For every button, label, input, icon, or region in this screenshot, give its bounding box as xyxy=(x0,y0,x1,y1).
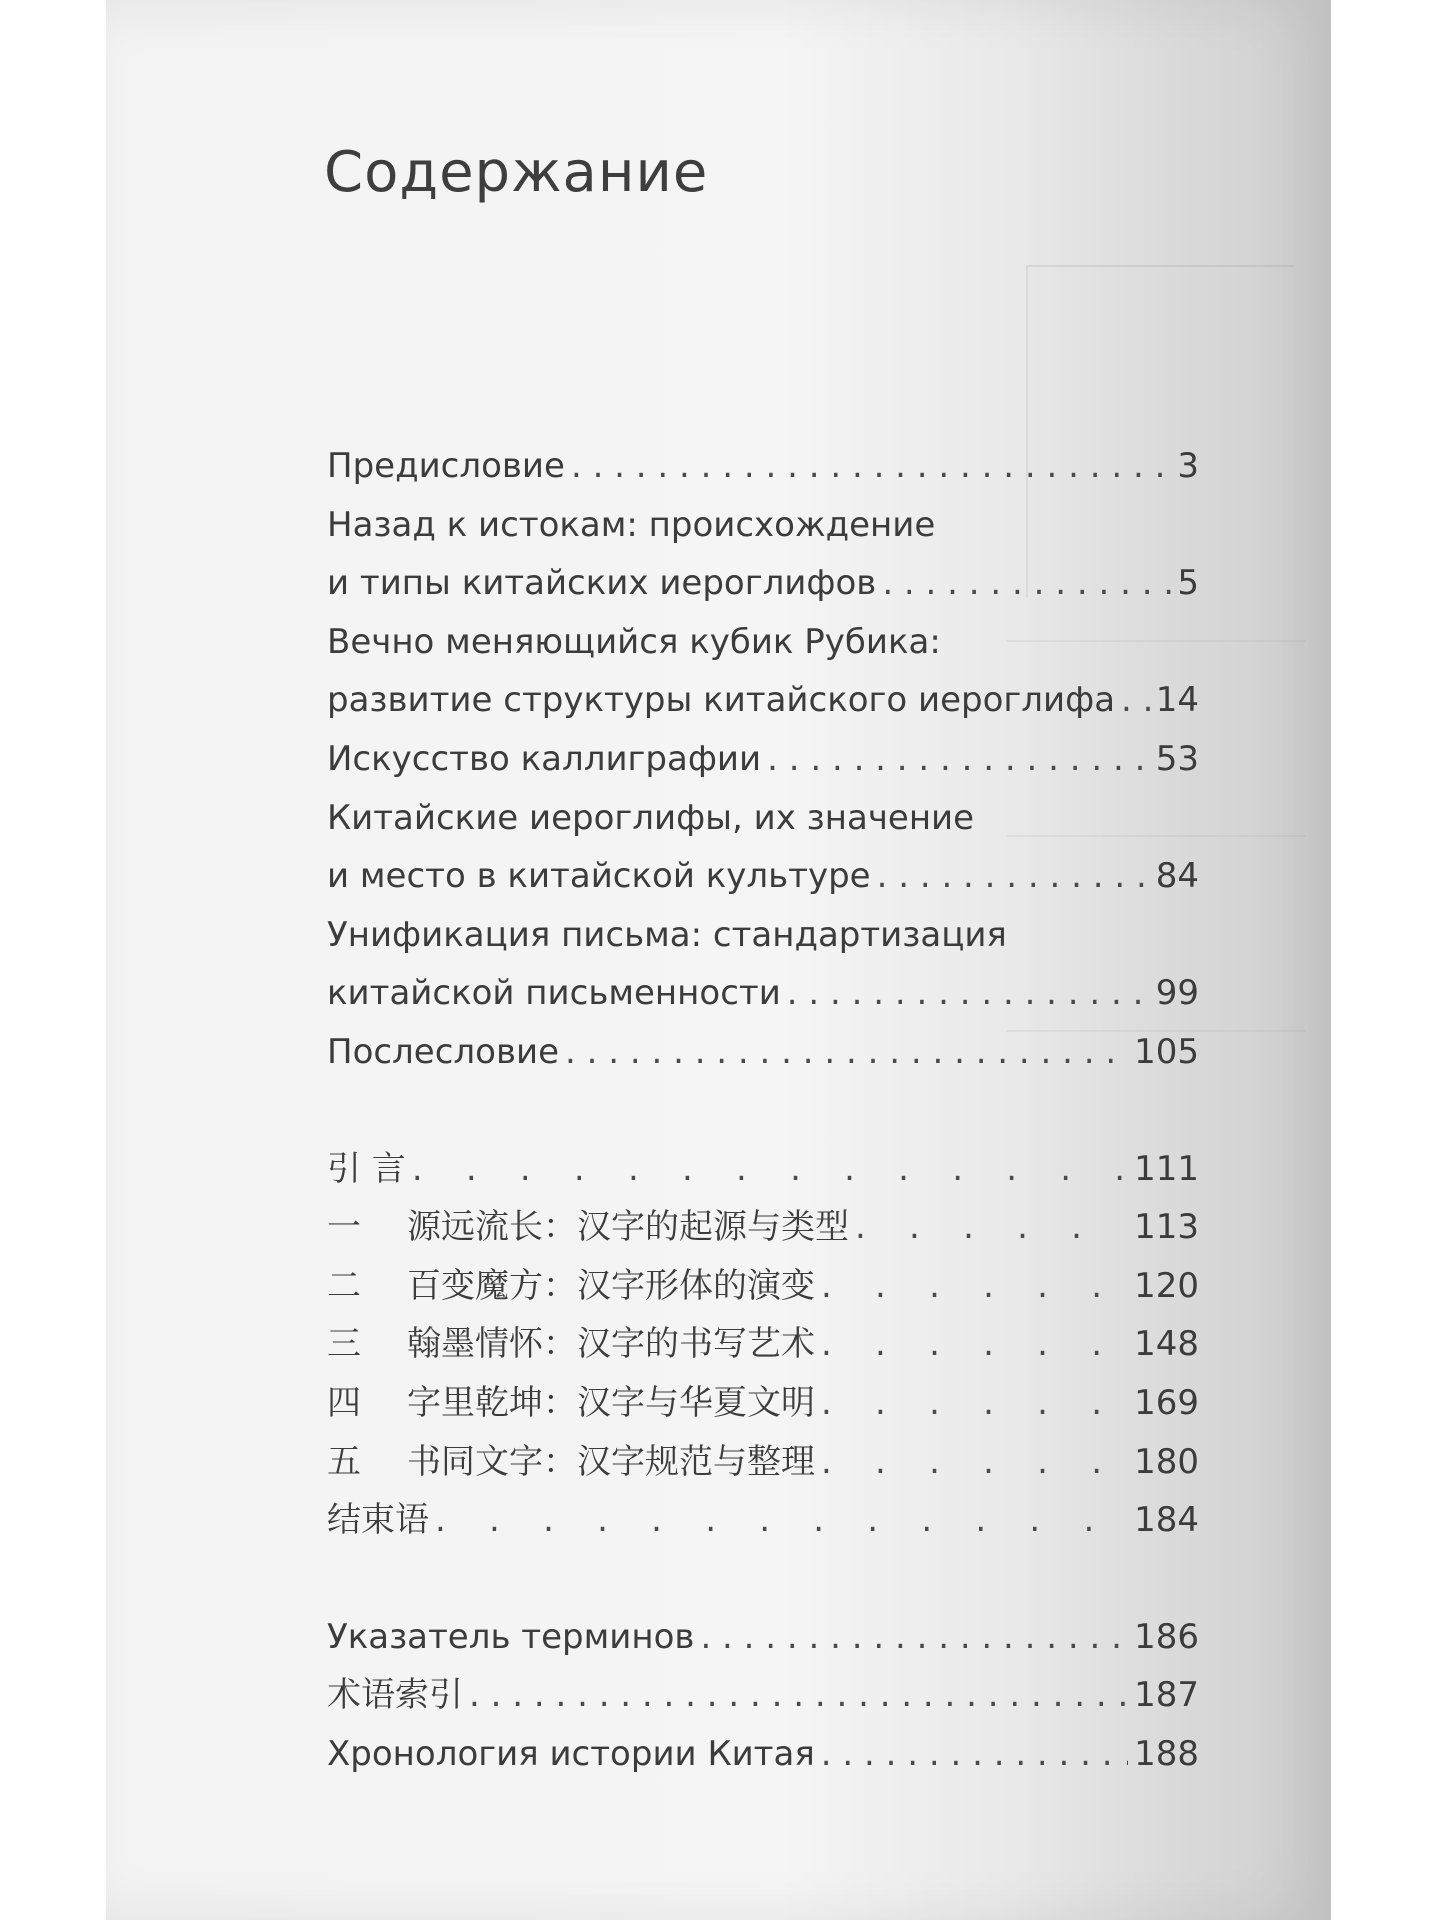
leader-dots xyxy=(882,554,1171,613)
toc-entry-page: 84 xyxy=(1155,856,1199,897)
toc-section-index xyxy=(327,1608,1199,1784)
toc-entry-page: 120 xyxy=(1134,1265,1199,1306)
toc-entry-page: 14 xyxy=(1155,680,1199,721)
toc-entry-page: 187 xyxy=(1134,1675,1199,1716)
chapter-number: 二 xyxy=(327,1265,361,1306)
toc-entry-page: 5 xyxy=(1177,563,1199,604)
toc-entry-page: 3 xyxy=(1177,446,1199,486)
toc-entry[interactable] xyxy=(327,1140,1199,1199)
toc-entry[interactable] xyxy=(327,964,1199,1023)
leader-dots xyxy=(700,1608,1128,1667)
leader-dots xyxy=(877,847,1150,906)
toc-entry[interactable] xyxy=(327,1666,1199,1725)
section-spacer xyxy=(327,1082,1199,1140)
toc-entry-title: и типы китайских иероглифов xyxy=(327,563,877,604)
toc-entry-page: 53 xyxy=(1155,738,1199,779)
toc-entry[interactable] xyxy=(327,1198,1199,1257)
toc-entry[interactable] xyxy=(327,1023,1199,1082)
toc-section-chinese xyxy=(327,1140,1199,1550)
chapter-number: 一 xyxy=(327,1207,361,1248)
toc-entry-title: 字里乾坤：汉字与华夏文明 xyxy=(407,1382,815,1423)
toc-entry-title: Искусство каллиграфии xyxy=(327,738,762,779)
toc-entry-title: китайской письменности xyxy=(327,973,781,1014)
toc-entry[interactable] xyxy=(327,1257,1199,1316)
toc-entry-title: Хронология истории Китая xyxy=(327,1733,815,1774)
leader-dots xyxy=(469,1666,1128,1725)
leader-dots xyxy=(821,1257,1128,1316)
section-spacer xyxy=(327,1550,1199,1608)
toc-entry[interactable] xyxy=(327,1608,1199,1667)
toc-entry-page: 186 xyxy=(1134,1616,1199,1657)
toc-entry-title: Китайские иероглифы, их значение xyxy=(327,797,975,838)
leader-dots xyxy=(565,1023,1128,1082)
page-title: Содержание xyxy=(324,140,709,205)
toc-entry-title: Вечно меняющийся кубик Рубика: xyxy=(327,621,941,662)
toc-entry-page: 113 xyxy=(1134,1207,1199,1248)
toc-section-russian xyxy=(327,437,1199,1082)
leader-dots xyxy=(821,1315,1128,1374)
toc-entry-title: 百变魔方：汉字形体的演变 xyxy=(407,1265,815,1306)
leader-dots xyxy=(855,1198,1128,1257)
toc-entry[interactable] xyxy=(327,1315,1199,1374)
leader-dots xyxy=(821,1374,1128,1433)
toc-entry-line[interactable] xyxy=(327,496,1199,555)
chapter-number: 五 xyxy=(327,1441,361,1482)
toc-entry[interactable] xyxy=(327,1725,1199,1784)
toc-entry-title: 翰墨情怀：汉字的书写艺术 xyxy=(407,1324,815,1365)
leader-dots xyxy=(821,1433,1128,1492)
toc-entry[interactable] xyxy=(327,847,1199,906)
toc-entry[interactable] xyxy=(327,554,1199,613)
toc-entry-title: 术语索引 xyxy=(327,1675,463,1716)
toc-entry-line[interactable] xyxy=(327,789,1199,848)
toc-entry[interactable] xyxy=(327,1433,1199,1492)
leader-dots xyxy=(435,1491,1128,1550)
toc-entry-line[interactable] xyxy=(327,906,1199,965)
chapter-number: 四 xyxy=(327,1382,361,1423)
chapter-number: 三 xyxy=(327,1324,361,1365)
toc-entry-page: 148 xyxy=(1134,1324,1199,1365)
toc-entry-title: 书同文字：汉字规范与整理 xyxy=(407,1441,815,1482)
toc-entry-page: 111 xyxy=(1134,1148,1199,1189)
toc-entry-page: 180 xyxy=(1134,1441,1199,1482)
toc-entry-title: 源远流长：汉字的起源与类型 xyxy=(407,1207,849,1248)
leader-dots xyxy=(1121,671,1150,730)
toc-entry[interactable] xyxy=(327,1374,1199,1433)
toc-entry-page: 188 xyxy=(1134,1733,1199,1774)
table-of-contents xyxy=(327,437,1199,1783)
toc-entry[interactable] xyxy=(327,1491,1199,1550)
leader-dots xyxy=(787,964,1150,1023)
toc-entry-title: развитие структуры китайского иероглифа xyxy=(327,680,1116,721)
toc-entry-title: 引 言 xyxy=(327,1148,406,1189)
leader-dots xyxy=(412,1140,1128,1199)
toc-entry-line[interactable] xyxy=(327,613,1199,672)
toc-entry-title: Унификация письма: стандартизация xyxy=(327,914,1007,955)
toc-entry-page: 184 xyxy=(1134,1500,1199,1541)
toc-entry-title: и место в китайской культуре xyxy=(327,856,871,897)
toc-entry-title: Послесловие xyxy=(327,1031,559,1072)
toc-entry-title: 结束语 xyxy=(327,1500,429,1541)
toc-entry-page: 105 xyxy=(1134,1031,1199,1072)
toc-entry-page: 99 xyxy=(1155,973,1199,1014)
toc-entry[interactable] xyxy=(327,671,1199,730)
leader-dots xyxy=(767,730,1150,789)
toc-entry-title: Назад к истокам: происхождение xyxy=(327,504,936,545)
leader-dots xyxy=(571,437,1171,496)
toc-entry-title: Предисловие xyxy=(327,446,565,486)
toc-entry[interactable] xyxy=(327,437,1199,496)
toc-entry-page: 169 xyxy=(1134,1382,1199,1423)
toc-entry[interactable] xyxy=(327,730,1199,789)
leader-dots xyxy=(821,1725,1128,1784)
toc-entry-title: Указатель терминов xyxy=(327,1616,695,1657)
